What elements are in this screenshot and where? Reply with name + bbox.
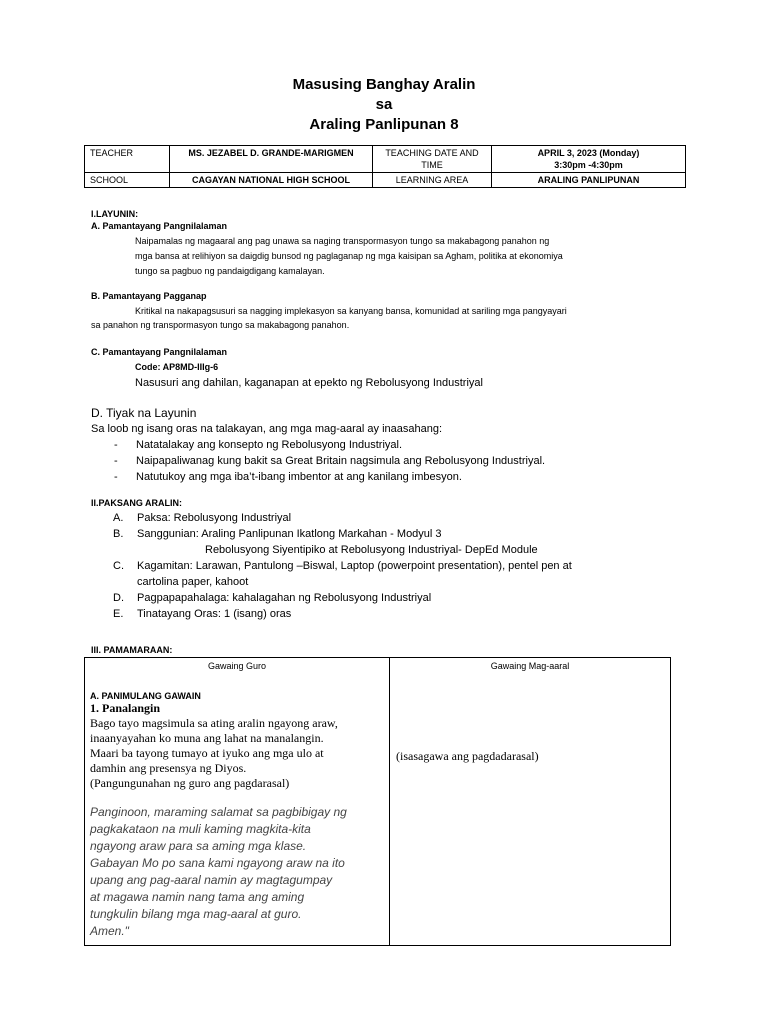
learning-area-value: ARALING PANLIPUNAN bbox=[492, 173, 686, 188]
prayer-line: Panginoon, maraming salamat sa pagbibigay ng bbox=[90, 805, 347, 819]
layunin-a-line-2: mga bansa at relihiyon sa daigdig bunsod ng paglaganap ng mga kaisipan sa Agham, politika at ekonomiya bbox=[135, 251, 563, 261]
guro-line: damhin ang presensya ng Diyos. bbox=[90, 761, 247, 775]
item-text: Paksa: Rebolusyong Industriyal bbox=[137, 512, 292, 524]
title-line-1: Masusing Banghay Aralin bbox=[292, 76, 476, 93]
paksang-aralin-list bbox=[113, 510, 673, 622]
col-header-guro: Gawaing Guro bbox=[207, 661, 267, 671]
guro-instructions bbox=[90, 716, 389, 791]
list-item: - Natatalakay ang konsepto ng Rebolusyong Industriyal. bbox=[114, 437, 545, 453]
item-continuation: Rebolusyong Siyentipiko at Rebolusyong Industriyal- DepEd Module bbox=[205, 544, 538, 556]
gawaing-magaaral-cell bbox=[390, 658, 671, 946]
layunin-d-heading: D. Tiyak na Layunin bbox=[91, 406, 197, 420]
list-item bbox=[113, 558, 673, 590]
panimulang-gawain-heading: A. PANIMULANG GAWAIN bbox=[90, 691, 201, 701]
list-item bbox=[113, 606, 673, 622]
date-label: TEACHING DATE AND TIME bbox=[373, 146, 492, 173]
list-item: - Naipapaliwanag kung bakit sa Great Britain nagsimula ang Rebolusyong Industriyal. bbox=[114, 453, 545, 469]
pamamaraan-table bbox=[84, 657, 671, 946]
prayer-text bbox=[90, 804, 389, 940]
teacher-label: TEACHER bbox=[85, 146, 170, 173]
date-value-line-2: 3:30pm -4:30pm bbox=[554, 160, 623, 170]
school-value: CAGAYAN NATIONAL HIGH SCHOOL bbox=[170, 173, 373, 188]
item-letter: E. bbox=[113, 608, 124, 620]
pamamaraan-heading: III. PAMAMARAAN: bbox=[91, 645, 173, 655]
item-continuation: cartolina paper, kahoot bbox=[137, 576, 249, 588]
item-text: Kagamitan: Larawan, Pantulong –Biswal, Laptop (powerpoint presentation), pentel pen at bbox=[137, 560, 572, 572]
item-letter: A. bbox=[113, 512, 124, 524]
prayer-line: Gabayan Mo po sana kami ngayong araw na ito bbox=[90, 856, 345, 870]
layunin-b-line-1: Kritikal na nakapagsusuri sa nagging implekasyon sa kanyang bansa, komunidad at sariling mga pangyayari bbox=[135, 306, 567, 316]
date-value-line-1: APRIL 3, 2023 (Monday) bbox=[537, 148, 640, 158]
layunin-heading: I.LAYUNIN: bbox=[91, 209, 139, 219]
date-value bbox=[492, 146, 686, 173]
title-line-3: Araling Panlipunan 8 bbox=[309, 116, 459, 133]
learning-area-label: LEARNING AREA bbox=[373, 173, 492, 188]
col-header-magaaral: Gawaing Mag-aaral bbox=[490, 661, 570, 671]
gawaing-guro-cell bbox=[85, 658, 390, 946]
panalangin-heading: 1. Panalangin bbox=[90, 701, 161, 715]
item-text: Pagpapapahalaga: kahalagahan ng Rebolusyong Industriyal bbox=[137, 592, 432, 604]
layunin-b-heading: B. Pamantayang Pagganap bbox=[91, 291, 207, 301]
prayer-line: upang ang pag-aaral namin ay magtagumpay bbox=[90, 873, 333, 887]
item-letter: C. bbox=[113, 560, 124, 572]
layunin-b-line-2: sa panahon ng transpormasyon tungo sa makabagong panahon. bbox=[91, 320, 350, 330]
layunin-c-text: Nasusuri ang dahilan, kaganapan at epekto ng Rebolusyong Industriyal bbox=[135, 377, 483, 389]
teacher-value: MS. JEZABEL D. GRANDE-MARIGMEN bbox=[170, 146, 373, 173]
magaaral-response: (isasagawa ang pagdadarasal) bbox=[396, 749, 539, 763]
list-item bbox=[113, 590, 673, 606]
layunin-d-list bbox=[114, 437, 545, 485]
prayer-line: tungkulin bilang mga mag-aaral at guro. bbox=[90, 907, 302, 921]
paksang-aralin-heading: II.PAKSANG ARALIN: bbox=[91, 498, 182, 508]
prayer-line: at magawa namin nang tama ang aming bbox=[90, 890, 305, 904]
title-line-2: sa bbox=[375, 96, 393, 113]
layunin-c-heading: C. Pamantayang Pangnilalaman bbox=[91, 347, 228, 357]
guro-line: Maari ba tayong tumayo at iyuko ang mga ulo at bbox=[90, 746, 324, 760]
item-text: Tinatayang Oras: 1 (isang) oras bbox=[137, 608, 292, 620]
list-item: - Natutukoy ang mga iba’t-ibang imbentor at ang kanilang imbesyon. bbox=[114, 469, 545, 485]
item-text: Sanggunian: Araling Panlipunan Ikatlong Markahan - Modyul 3 bbox=[137, 528, 442, 540]
list-item bbox=[113, 510, 673, 526]
item-letter: D. bbox=[113, 592, 124, 604]
list-item bbox=[113, 526, 673, 558]
layunin-a-line-1: Naipamalas ng magaaral ang pag unawa sa naging transpormasyon tungo sa makabagong panahon ng bbox=[135, 236, 550, 246]
item-letter: B. bbox=[113, 528, 124, 540]
guro-line: Bago tayo magsimula sa ating aralin ngayong araw, bbox=[90, 716, 338, 730]
layunin-a-heading: A. Pamantayang Pangnilalaman bbox=[91, 221, 228, 231]
prayer-line: pagkakataon na muli kaming magkita-kita bbox=[90, 822, 311, 836]
prayer-line: Amen." bbox=[90, 924, 129, 938]
guro-line: (Pangungunahan ng guro ang pagdarasal) bbox=[90, 776, 290, 790]
layunin-a-line-3: tungo sa pagbuo ng pandaigdigang kamalayan. bbox=[135, 266, 325, 276]
layunin-c-code: Code: AP8MD-IIIg-6 bbox=[135, 362, 219, 372]
header-info-table bbox=[84, 145, 686, 188]
school-label: SCHOOL bbox=[85, 173, 170, 188]
guro-line: inaanyayahan ko muna ang lahat na manalangin. bbox=[90, 731, 324, 745]
prayer-line: ngayong araw para sa aming mga klase. bbox=[90, 839, 307, 853]
layunin-a-text bbox=[135, 234, 563, 279]
layunin-d-intro: Sa loob ng isang oras na talakayan, ang mga mag-aaral ay inaasahang: bbox=[91, 423, 443, 435]
